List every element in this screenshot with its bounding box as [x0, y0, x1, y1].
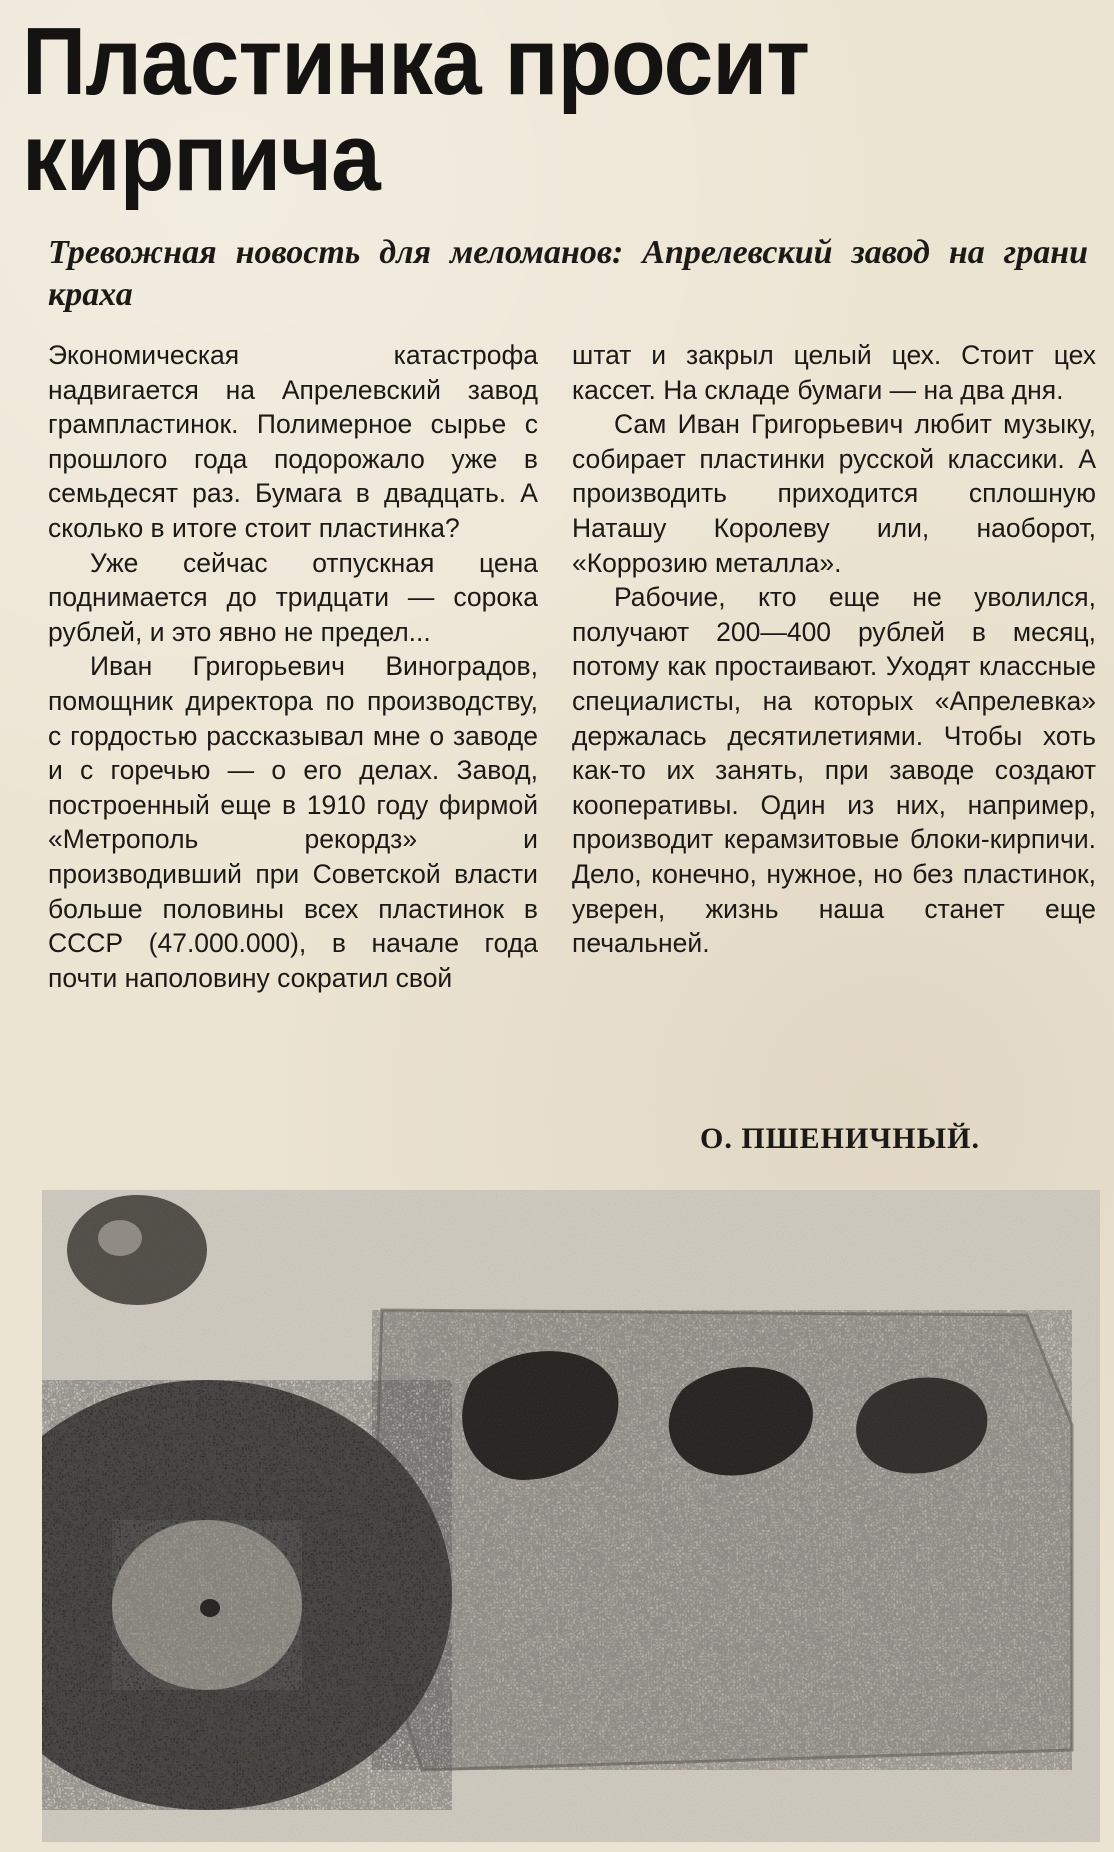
paragraph: Уже сейчас отпускная цена поднимается до тридцати — сорока рублей, и это явно не предел... — [48, 547, 538, 647]
paragraph: Иван Григорьевич Виноградов, помощник директора по производству, с гордостью рассказывал мне о заводе и с горечью — о его делах. Завод, построенный еще в 1910 году фирмой «Метрополь рекордз» и производивший при Советской власти больше половины всех пластинок в СССР (47.000.000), в начале года почти наполовину сократил свой — [48, 651, 538, 993]
headline: Пластинка просит кирпича — [22, 8, 810, 211]
paragraph: Рабочие, кто еще не уволился, получают 200—400 рублей в месяц, потому как простаивают. Уходят классные специалисты, на которых «Апрелевка» держалась десятилетиями. Чтобы хоть как-то их занять, при заводе создают кооперативы. Один из них, например, производит керамзитовые блоки-кирпичи. Дело, конечно, нужное, но без пластинок, уверен, жизнь наша станет еще печальней. — [572, 582, 1096, 959]
author-signature: О. ПШЕНИЧНЫЙ. — [700, 1122, 980, 1155]
paragraph: штат и закрыл целый цех. Стоит цех кассет. На складе бумаги — на два дня. — [572, 340, 1096, 405]
subheadline: Тревожная новость для меломанов: Апрелевский завод на грани краха — [48, 234, 1088, 313]
article-column-right — [572, 338, 1096, 961]
article-column-left — [48, 338, 538, 995]
paragraph: Экономическая катастрофа надвигается на Апрелевский завод грампластинок. Полимерное сырье с прошлого года подорожало уже в семьдесят раз. Бумага в двадцать. А сколько в итоге стоит пластинка? — [48, 340, 538, 543]
photo-record-and-brick — [42, 1190, 1100, 1842]
paragraph: Сам Иван Григорьевич любит музыку, собирает пластинки русской классики. А производить приходится сплошную Наташу Королеву или, наоборот, «Коррозию металла». — [572, 409, 1096, 578]
